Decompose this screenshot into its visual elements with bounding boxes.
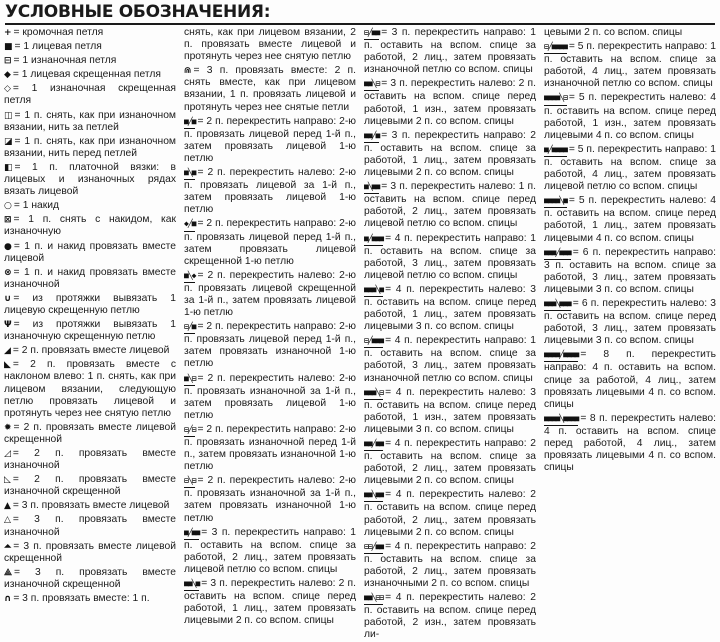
legend-entry — [364, 284, 536, 333]
purl-stitch-icon: ⊟ — [4, 56, 12, 67]
legend-entry — [4, 474, 176, 498]
legend-entry — [4, 514, 176, 538]
knit-stitch-icon: ■ — [4, 42, 13, 53]
legend-entry — [184, 65, 356, 113]
cable-4-left-purl2-icon: ■■╲⊟⊟ — [364, 592, 383, 605]
legend-entry — [4, 359, 176, 419]
ssk-icon: ◣ — [4, 360, 11, 371]
legend-entry-text: = 4 п. перекрестить налево: 2 п. оставить на вспом. спице перед работой, 2 лиц., затем провязать лицевыми 2 п. со вспом. спицы — [364, 489, 536, 538]
cable-2-right-knit-purl-icon: ⊟╱■ — [184, 321, 195, 334]
p2tog-icon: ◿ — [4, 449, 11, 459]
legend-entry-text: = 4 п. перекрестить направо: 1 п. оставить на вспом. спице за работой, 3 лиц., затем провязать изнаночной петлю со вспом. спицы — [364, 335, 536, 384]
legend-entry-text: = 8 п. перекрестить налево: 4 п. оставить на вспом. спице перед работой, 4 лиц., затем провязать лицевыми 4 п. со вспом. спицы — [544, 412, 716, 474]
cable-4-right-2-2-icon: ■■╱■■ — [364, 438, 383, 451]
legend-entry — [4, 293, 176, 317]
legend-entry-text: = 5 п. перекрестить налево: 4 п. оставить на вспом. спице перед работой, 1 изн., затем провязать лицевыми 4 п. со вспом. спицы — [544, 92, 716, 141]
s2kp-icon: ⋒ — [184, 66, 192, 77]
legend-entry — [544, 144, 716, 193]
legend-entry — [544, 349, 716, 410]
legend-entry-text: = 4 п. перекрестить направо: 1 п. оставить на вспом. спице за работой, 3 лиц., затем провязать лицевой петлю со вспом. спицы — [364, 232, 536, 281]
legend-entry — [4, 593, 176, 605]
legend-entry-text: = 1 лицевая петля — [14, 41, 102, 53]
p3tog-icon: △ — [4, 515, 11, 526]
cable-3-right-purl-icon: ⊟╱■■ — [364, 27, 379, 40]
legend-entry — [4, 241, 176, 265]
legend-entry-text: = 1 п. и накид провязать вместе изнаночной — [4, 266, 176, 290]
legend-entry-text: = 6 п. перекрестить налево: 3 п. оставить на вспом. спице перед работой, 3 лиц., затем провязать лицевыми 3 п. со вспом. спицы — [544, 297, 716, 347]
legend-entry-text: = 2 п. перекрестить направо: 2-ю п. провязать изнаночной перед 1-й п., затем провязать изнаночной 1-ю петлю — [184, 423, 356, 473]
cable-8-left-icon: ■■■■╲■■■■ — [544, 413, 578, 426]
legend-entry-text: = 2 п. перекрестить налево: 2-ю п. провязать изнаночной за 1-й п., затем провязать лицевой 1-ю петлю — [184, 372, 356, 421]
make-one-purl-icon: Ψ — [4, 320, 12, 331]
edge-stitch-icon: + — [4, 28, 12, 38]
legend-entry — [4, 500, 176, 512]
stitch-yo-knit-together-icon: ● — [4, 241, 12, 252]
sk2p-icon: ∩ — [4, 594, 12, 605]
legend-entry-text: = 2 п. провязать вместе изнаночной — [4, 448, 176, 472]
legend-entry-text: = 3 п. провязать вместе лицевой — [12, 500, 170, 512]
cable-2-left-twisted-icon: ■╲◆ — [184, 270, 195, 283]
cable-2-left-purl-knit-icon: ■╲⊟ — [184, 373, 195, 386]
legend-entry-text: = 5 п. перекрестить налево: 4 п. оставить на вспом. спице перед работой, 1 лиц., затем провязать лицевыми 4 п. со вспом. спицы — [544, 195, 716, 244]
cable-2-right-knit-icon: ■╱■ — [184, 116, 195, 129]
cable-8-right-icon: ■■■■╱■■■■ — [544, 349, 578, 362]
legend-column-4 — [544, 27, 716, 512]
legend-entry — [184, 475, 356, 524]
legend-entry-text: = 5 п. перекрестить направо: 1 п. оставить на вспом. спице за работой, 4 лиц., затем провязать изнаночной петлю со вспом. спицы — [544, 41, 716, 90]
cable-5-left-purl-icon: ■■■■╲⊟ — [544, 92, 567, 105]
legend-entry — [364, 181, 536, 230]
p3tog-tbl-icon: ⟁ — [4, 567, 13, 578]
legend-entry — [184, 527, 356, 576]
cable-2-left-purl-icon: ⊟╲⊟ — [184, 475, 195, 488]
legend-entry — [544, 195, 716, 244]
legend-entry — [364, 592, 536, 641]
slip-yarn-back-icon: ◫ — [4, 110, 13, 121]
legend-entry-text: = из протяжки вывязать 1 изнаночную скрещенную петлю — [4, 319, 176, 343]
legend-entry-text: = 3 п. провязать вместе изнаночной скрещенной — [4, 566, 176, 590]
legend-entry — [4, 110, 176, 134]
legend-entry-text: = 1 п. снять, как при изнаночном вязании, нить перед петлей — [4, 135, 176, 159]
legend-entry-text: = 4 п. перекрестить налево: 3 п. оставить на вспом. спице перед работой, 1 изн., затем провязать лицевыми 3 п. со вспом. спицы — [364, 386, 536, 435]
legend-entry-text: = из протяжки вывязать 1 лицевую скрещенную петлю — [4, 292, 176, 316]
title-underline — [5, 23, 715, 25]
cable-4-left-3-1-icon: ■■■╲■ — [364, 284, 383, 297]
legend-entry — [364, 78, 536, 127]
legend-entry-text: = 3 п. провязать вместе: 1 п. — [13, 593, 150, 605]
purl-twisted-icon: ◇ — [4, 84, 11, 95]
cable-4-left-purl-icon: ■■■╲⊟ — [364, 387, 383, 400]
legend-entry-text: = 4 п. перекрестить направо: 2 п. оставить на вспом. спице за работой, 2 лиц., затем провязать лицевыми 2 п. со вспом. спицы — [364, 438, 536, 487]
legend-entry-text: = 1 п. и накид провязать вместе лицевой — [4, 240, 176, 264]
k2tog-icon: ◢ — [4, 346, 11, 357]
slip-yarn-front-icon: ◪ — [4, 136, 13, 147]
legend-entry — [544, 413, 716, 474]
legend-entry-text: = 2 п. перекрестить направо: 2-ю п. провязать лицевой перед 1-й п., затем провязать лицевой 1-ю петлю — [184, 115, 356, 164]
cable-3-right-1-2-icon: ■╱■■ — [184, 527, 199, 540]
legend-entry — [364, 489, 536, 538]
legend-entry-text: = 4 п. перекрестить направо: 2 п. оставить на вспом. спице за работой, 2 лиц., затем провязать изнаночными 2 п. со вспом. спицы — [364, 540, 536, 590]
legend-entry — [4, 69, 176, 81]
cable-3-right-2-1-icon: ■■╱■ — [364, 130, 379, 143]
legend-entry — [544, 298, 716, 347]
legend-entry — [4, 345, 176, 357]
legend-entry-text: = 1 п. платочной вязки: в лицевых и изнаночных рядах вязать лицевой — [4, 161, 176, 198]
legend-entry — [4, 319, 176, 343]
cable-4-right-1-3-icon: ■╱■■■ — [364, 233, 383, 246]
p2tog-tbl-icon: ◺ — [4, 475, 11, 486]
legend-entry-text: = 3 п. перекрестить направо: 1 п. оставить на вспом. спице за работой, 2 лиц., затем провязать изнаночной петлю со вспом. спицы — [364, 27, 536, 76]
k3tog-tbl-icon: ⏶ — [4, 541, 12, 552]
legend-entry-text: = 1 накид — [13, 200, 59, 212]
legend-entry-text: = 2 п. провязать вместе лицевой — [12, 345, 170, 357]
cable-3-left-purl-icon: ■■╲⊟ — [364, 78, 379, 91]
k3tog-icon: ▲ — [4, 501, 11, 512]
garter-stitch-icon: ◧ — [4, 162, 13, 173]
legend-entry — [364, 335, 536, 384]
legend-entry — [4, 541, 176, 565]
legend-entry — [184, 321, 356, 370]
legend-entry — [4, 214, 176, 238]
legend-entry — [4, 83, 176, 107]
legend-column-1 — [4, 27, 176, 605]
legend-entry-text: = 4 п. перекрестить налево: 2 п. оставить на вспом. спице перед работой, 2 изн., затем провязать ли- — [364, 592, 536, 641]
legend-entry — [544, 92, 716, 141]
legend-entry-text: = 4 п. перекрестить налево: 3 п. оставить на вспом. спице перед работой, 1 лиц., затем провязать лицевыми 3 п. со вспом. спицы — [364, 283, 536, 333]
legend-entry-text: = 3 п. перекрестить налево: 2 п. оставить на вспом. спице перед работой, 1 лиц., затем провязать лицевыми 2 п. со вспом. спицы — [184, 578, 356, 627]
legend-entry-text: = 2 п. провязать вместе с наклоном влево: 1 п. снять, как при лицевом вязании, следующую петлю провязать лицевой и протянуть через нее снятую петлю — [4, 359, 176, 419]
legend-entry-text: = 2 п. перекрестить налево: 2-ю п. провязать лицевой скрещенной за 1-й п., затем провязать лицевой 1-ю петлю — [184, 269, 356, 319]
legend-entry — [184, 373, 356, 422]
cable-4-right-purl-icon: ⊟╱■■■ — [364, 335, 383, 348]
legend-entry-text: снять, как при лицевом вязании, 2 п. провязать вместе лицевой и протянуть через нее снятую петлю — [184, 27, 356, 63]
legend-entry-text: = 2 п. перекрестить налево: 2-ю п. провязать изнаночной за 1-й п., затем провязать изнаночной 1-ю петлю — [184, 475, 356, 524]
legend-entry — [184, 167, 356, 216]
legend-entry — [4, 567, 176, 591]
cable-5-right-purl-icon: ⊟╱■■■■ — [544, 41, 567, 54]
legend-entry — [364, 438, 536, 487]
cable-3-left-2-1-icon: ■■╲■ — [184, 578, 199, 591]
legend-entry-text: = 1 изнаночная скрещенная петля — [4, 83, 176, 107]
legend-entry-text: = 2 п. перекрестить направо: 2-ю п. провязать лицевой перед 1-й п., затем провязать лицевой скрещенной 1-ю петлю — [184, 218, 356, 267]
legend-entry — [184, 218, 356, 267]
legend-entry-text: = 2 п. перекрестить налево: 2-ю п. провязать лицевой за 1-й п., затем провязать лицевой 1-ю петлю — [184, 167, 356, 216]
legend-entry-text: = 1 п. снять, как при изнаночном вязании, нить за петлей — [4, 109, 176, 133]
legend-entry — [4, 448, 176, 472]
cable-2-right-twisted-icon: ◆╱■ — [184, 218, 195, 231]
legend-entry — [4, 41, 176, 53]
legend-entry — [544, 41, 716, 90]
legend-entry-text: = 8 п. перекрестить направо: 4 п. оставить на вспом. спице за работой, 4 лиц., затем провязать лицевыми 4 п. со вспом. спицы — [544, 349, 716, 410]
legend-entry-text: = 5 п. перекрестить направо: 1 п. оставить на вспом. спице за работой, 4 лиц., затем провязать лицевой петлю со вспом. спицы — [544, 143, 716, 193]
legend-entry — [4, 422, 176, 446]
legend-entry-text: = 1 п. снять с накидом, как изнаночную — [4, 214, 176, 238]
legend-entry-text: = 2 п. перекрестить направо: 2-ю п. провязать лицевой перед 1-й п., затем провязать изнаночной 1-ю петлю — [184, 321, 356, 370]
legend-entry — [364, 541, 536, 590]
knit-twisted-icon: ◆ — [4, 70, 11, 81]
legend-entry-text: = 3 п. провязать вместе: 2 п. снять вместе, как при лицевом вязании, 1 п. провязать лицевой и протянуть через нее снятые петли — [184, 65, 356, 113]
legend-entry — [364, 130, 536, 179]
cable-6-right-icon: ■■■╱■■■ — [544, 247, 571, 260]
legend-entry-text: = 3 п. перекрестить налево: 1 п. оставить на вспом. спице перед работой, 2 лиц., затем провязать лицевой петлю со вспом. спицы — [364, 181, 536, 230]
legend-entry-text: = 3 п. перекрестить направо: 1 п. оставить на вспом. спице за работой, 2 лиц., затем провязать лицевой петлю со вспом. спицы — [184, 526, 356, 575]
legend-entry — [184, 578, 356, 627]
legend-entry-text: = 1 лицевая скрещенная петля — [12, 69, 161, 81]
cable-2-right-purl-icon: ⊟╱⊟ — [184, 424, 195, 437]
legend-entry — [184, 116, 356, 165]
legend-entry-text: = 3 п. провязать вместе лицевой скрещенной — [4, 540, 176, 564]
legend-entry-text: = кромочная петля — [13, 27, 104, 38]
legend-entry-text: = 3 п. перекрестить направо: 2 п. оставить на вспом. спице за работой, 1 лиц., затем провязать лицевыми 2 п. со вспом. спицы — [364, 129, 536, 179]
legend-entry — [4, 55, 176, 67]
legend-column-3 — [364, 27, 536, 641]
legend-entry-text: = 1 изнаночная петля — [13, 55, 117, 67]
legend-entry — [544, 27, 716, 39]
legend-entry-text: цевыми 2 п. со вспом. спицы — [544, 27, 683, 38]
yarn-over-icon: ○ — [4, 201, 12, 212]
legend-entry-text: = 6 п. перекрестить направо: 3 п. оставить на вспом. спице за работой, 3 лиц., затем провязать лицевыми 3 п. со вспом. спицы — [544, 246, 716, 295]
legend-entry — [364, 233, 536, 282]
cable-3-left-1-2-icon: ■╲■■ — [364, 181, 379, 194]
k2tog-tbl-icon: ✹ — [4, 422, 12, 433]
legend-entry — [4, 162, 176, 198]
legend-entry — [4, 27, 176, 39]
cable-4-left-2-2-icon: ■■╲■■ — [364, 489, 383, 502]
legend-entry-text: = 3 п. перекрестить налево: 2 п. оставить на вспом. спице перед работой, 1 изн., затем провязать лицевыми 2 п. со вспом. спицы — [364, 78, 536, 127]
legend-entry — [4, 267, 176, 291]
cable-5-left-knit-icon: ■■■■╲■ — [544, 195, 567, 208]
legend-entry-text: = 2 п. провязать вместе лицевой скрещенной — [4, 421, 176, 445]
legend-entry — [184, 270, 356, 319]
legend-entry — [4, 200, 176, 212]
cable-2-left-knit-icon: ■╲■ — [184, 167, 195, 180]
legend-entry — [364, 387, 536, 436]
legend-entry — [544, 247, 716, 296]
legend-entry — [184, 424, 356, 473]
page-title: УСЛОВНЫЕ ОБОЗНАЧЕНИЯ: — [5, 2, 271, 22]
cable-5-right-knit-icon: ■╱■■■■ — [544, 144, 567, 157]
cable-4-right-purl2-icon: ⊟⊟╱■■ — [364, 541, 383, 554]
make-one-knit-icon: ∪ — [4, 293, 12, 304]
legend-entry-text: = 2 п. провязать вместе изнаночной скрещенной — [4, 474, 176, 498]
legend-entry — [184, 27, 356, 63]
legend-column-2 — [184, 27, 356, 627]
slip-with-yo-icon: ⊠ — [4, 215, 12, 226]
stitch-yo-purl-together-icon: ⊗ — [4, 267, 12, 278]
legend-entry-text: = 3 п. провязать вместе изнаночной — [4, 514, 176, 538]
cable-6-left-icon: ■■■╲■■■ — [544, 298, 571, 311]
legend-entry — [364, 27, 536, 76]
legend-columns — [4, 27, 716, 641]
legend-entry — [4, 136, 176, 160]
